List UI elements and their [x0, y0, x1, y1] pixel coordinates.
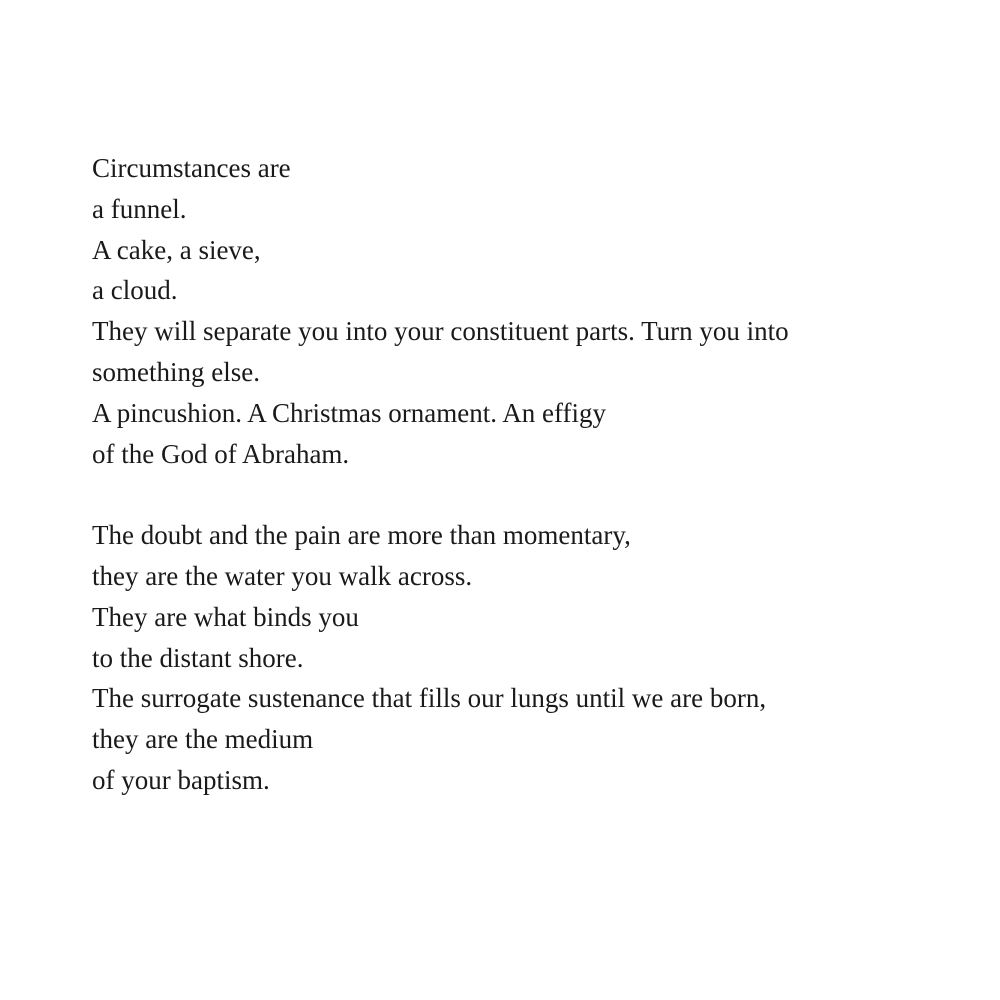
poem-line: A cake, a sieve,	[92, 234, 261, 265]
poem-text	[92, 148, 972, 801]
poem-line: They are what binds you	[92, 601, 359, 632]
poem-line: something else.	[92, 356, 260, 387]
poem-line: a funnel.	[92, 193, 187, 224]
poem-line: to the distant shore.	[92, 642, 304, 673]
poem-line: The doubt and the pain are more than momentary,	[92, 520, 631, 551]
poem-line: they are the water you walk across.	[92, 560, 473, 591]
poem-line: They will separate you into your constituent parts. Turn you into	[92, 316, 789, 347]
stanza-1	[92, 148, 972, 474]
poem-line: a cloud.	[92, 275, 178, 306]
poem-line: A pincushion. A Christmas ornament. An effigy	[92, 397, 606, 428]
poem-line: of your baptism.	[92, 764, 270, 795]
stanza-2	[92, 515, 972, 801]
poem-line: Circumstances are	[92, 153, 291, 183]
poem-line: of the God of Abraham.	[92, 438, 350, 469]
poem-line: they are the medium	[92, 724, 314, 755]
poem-line: The surrogate sustenance that fills our lungs until we are born,	[92, 683, 767, 714]
